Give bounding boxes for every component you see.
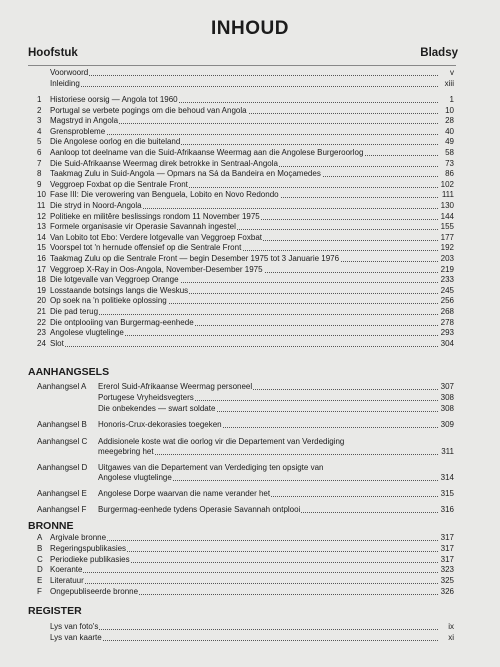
entry-title-text: Losstaande botsings langs die Weskus — [50, 286, 189, 295]
entry-title-text: meegebring het — [98, 447, 154, 456]
section-heading-bronne: BRONNE — [28, 520, 74, 532]
entry-number: B — [37, 543, 43, 553]
page-number: 308 — [440, 404, 454, 413]
entry-title-text: Portugese Vryheidsvegters — [98, 393, 194, 402]
page-number: 155 — [440, 222, 454, 231]
entry-title — [98, 420, 223, 430]
toc-row-chapter — [0, 275, 500, 285]
entry-title-text: Die Angolese oorlog en die buiteland — [50, 137, 181, 146]
toc-row-chapter — [0, 286, 500, 296]
entry-title — [50, 328, 125, 338]
page-number: v — [450, 68, 454, 77]
entry-title — [50, 544, 127, 554]
entry-title — [98, 382, 253, 392]
toc-row-front — [0, 68, 500, 78]
page-number: 177 — [440, 233, 454, 242]
page-number: 245 — [440, 286, 454, 295]
entry-number: 2 — [37, 106, 42, 115]
entry-title-text: Taakmag Zulu op die Sentrale Front — begin Desember 1975 tot 3 Januarie 1976 — [50, 254, 340, 263]
toc-row-source — [0, 576, 500, 586]
entry-title — [50, 633, 103, 643]
toc-row-source — [0, 565, 500, 575]
entry-title — [50, 148, 364, 158]
entry-title — [50, 587, 139, 597]
page-number: 326 — [440, 587, 454, 596]
toc-row-chapter — [0, 148, 500, 158]
entry-title-text: Lys van kaarte — [50, 633, 102, 642]
entry-title — [50, 286, 189, 296]
toc-row-appendix — [0, 473, 500, 483]
entry-number: 3 — [37, 116, 42, 125]
entry-title — [50, 190, 280, 200]
toc-row-appendix — [0, 382, 500, 392]
entry-number: Aanhangsel A — [37, 382, 87, 391]
entry-number: 23 — [37, 328, 46, 337]
page-number: 315 — [440, 489, 454, 498]
toc-row-chapter — [0, 106, 500, 116]
page-number: 203 — [440, 254, 454, 263]
entry-title-text: Angolese Dorpe waarvan die name verander het — [98, 489, 271, 498]
section-heading-register: REGISTER — [28, 605, 82, 617]
toc-row-chapter — [0, 212, 500, 222]
page-number: 316 — [440, 505, 454, 514]
entry-title-text: Die lotgevalle van Veggroep Orange — [50, 275, 179, 284]
toc-row-source — [0, 533, 500, 543]
leader-dots — [50, 75, 438, 76]
entry-title-text: Die pad terug — [50, 307, 99, 316]
entry-title — [50, 233, 263, 243]
entry-title — [50, 159, 279, 169]
page-number: 256 — [440, 296, 454, 305]
page-number: xiii — [444, 79, 454, 88]
entry-title-text: Ererol Suid-Afrikaanse Weermag personeel — [98, 382, 253, 391]
entry-title-text: Aanloop tot deelname van die Suid-Afrikaanse Weermag aan die Angolese Burgeroorlog — [50, 148, 364, 157]
toc-row-chapter — [0, 339, 500, 349]
leader-dots — [50, 346, 438, 347]
page-number: 293 — [440, 328, 454, 337]
entry-title — [98, 437, 345, 447]
entry-title — [50, 243, 242, 253]
header-rule — [28, 65, 456, 66]
page-number: 304 — [440, 339, 454, 348]
page-number: 40 — [445, 127, 454, 136]
entry-title — [50, 275, 180, 285]
entry-title — [50, 95, 179, 105]
toc-row-chapter — [0, 243, 500, 253]
toc-row-chapter — [0, 318, 500, 328]
toc-row-appendix — [0, 437, 500, 447]
toc-row-appendix — [0, 505, 500, 515]
toc-row-chapter — [0, 254, 500, 264]
entry-title — [50, 169, 322, 179]
entry-title-text: Angolese vlugtelinge — [50, 328, 124, 337]
entry-number: F — [37, 587, 42, 596]
entry-title-text: Uitgawes van die Departement van Verdediging ten opsigte van — [98, 463, 324, 472]
page-number: ix — [448, 622, 454, 631]
entry-number: 24 — [37, 339, 46, 348]
entry-title — [50, 116, 119, 126]
entry-title-text: Die onbekendes — swart soldate — [98, 404, 216, 413]
entry-title-text: Grensprobleme — [50, 127, 106, 136]
entry-number: 20 — [37, 296, 46, 305]
entry-number: D — [37, 565, 43, 575]
entry-title-text: Politieke en militêre beslissings rondom 11 November 1975 — [50, 212, 260, 221]
entry-title-text: Ongepubliseerde bronne — [50, 587, 139, 596]
toc-row-chapter — [0, 159, 500, 169]
page-number: 317 — [440, 554, 454, 564]
toc-row-chapter — [0, 190, 500, 200]
leader-dots — [50, 540, 438, 541]
entry-number: 7 — [37, 159, 42, 168]
toc-row-appendix — [0, 404, 500, 414]
entry-number: 16 — [37, 254, 46, 263]
toc-row-appendix — [0, 489, 500, 499]
entry-title-text: Die stryd in Noord-Angola — [50, 201, 142, 210]
page-number: 323 — [440, 565, 454, 575]
entry-title — [50, 307, 99, 317]
entry-title — [50, 79, 81, 89]
toc-row-chapter — [0, 169, 500, 179]
page-number: 86 — [445, 169, 454, 178]
page-number: 102 — [440, 180, 454, 189]
page-number: 308 — [440, 393, 454, 402]
toc-row-appendix — [0, 463, 500, 473]
leader-dots — [50, 640, 438, 641]
entry-title-text: Koerante — [50, 565, 83, 575]
leader-dots — [50, 629, 438, 630]
entry-title-text: Die ontplooiing van Burgermag-eenhede — [50, 318, 194, 327]
entry-number: C — [37, 554, 43, 564]
leader-dots — [50, 86, 438, 87]
page-number: 58 — [445, 148, 454, 157]
entry-title — [98, 393, 195, 403]
entry-title-text: Periodieke publikasies — [50, 554, 130, 564]
leader-dots — [50, 314, 438, 315]
entry-title-text: Burgermag-eenhede tydens Operasie Savannah ontplooi — [98, 505, 301, 514]
toc-row-chapter — [0, 95, 500, 105]
entry-number: 22 — [37, 318, 46, 327]
entry-title — [50, 576, 85, 586]
entry-title-text: Portugal se verbete pogings om die behoud van Angola — [50, 106, 247, 115]
entry-number: 15 — [37, 243, 46, 252]
toc-row-appendix — [0, 447, 500, 457]
toc-row-chapter — [0, 328, 500, 338]
entry-title — [50, 180, 189, 190]
page-number: 268 — [440, 307, 454, 316]
entry-number: Aanhangsel B — [37, 420, 87, 429]
leader-dots — [50, 572, 438, 573]
column-header-chapter: Hoofstuk — [28, 47, 78, 59]
toc-row-appendix — [0, 420, 500, 430]
toc-row-chapter — [0, 222, 500, 232]
entry-title-text: Voorspel tot 'n hernude offensief op die Sentrale Front — [50, 243, 242, 252]
page-number: 111 — [441, 190, 454, 199]
entry-number: 17 — [37, 265, 46, 274]
page-number: 192 — [440, 243, 454, 252]
page-number: 1 — [449, 95, 454, 104]
entry-number: Aanhangsel F — [37, 505, 87, 514]
toc-row-source — [0, 544, 500, 554]
entry-title — [50, 212, 261, 222]
entry-title — [50, 265, 264, 275]
entry-number: 19 — [37, 286, 46, 295]
entry-title — [50, 68, 89, 78]
toc-row-register — [0, 622, 500, 632]
page-number: 307 — [440, 382, 454, 391]
page-number: 325 — [440, 576, 454, 586]
entry-number: 4 — [37, 127, 42, 136]
entry-title — [98, 473, 173, 483]
entry-number: 8 — [37, 169, 42, 178]
toc-row-chapter — [0, 296, 500, 306]
entry-number: Aanhangsel D — [37, 463, 88, 472]
page-number: 317 — [440, 543, 454, 553]
entry-title — [98, 505, 301, 515]
entry-title-text: Formele organisasie vir Operasie Savannah ingestel — [50, 222, 236, 231]
leader-dots — [50, 583, 438, 584]
entry-title — [50, 137, 181, 147]
entry-title-text: Argivale bronne — [50, 533, 107, 542]
entry-number: 21 — [37, 307, 46, 316]
entry-title-text: Veggroep X-Ray in Oos-Angola, November-Desember 1975 — [50, 265, 263, 274]
entry-title — [50, 254, 340, 264]
entry-title-text: Die Suid-Afrikaanse Weermag direk betrokke in Sentraal-Angola — [50, 159, 278, 168]
entry-title-text: Magstryd in Angola — [50, 116, 119, 125]
toc-row-appendix — [0, 393, 500, 403]
toc-row-front — [0, 79, 500, 89]
entry-title-text: Fase III: Die verowering van Benguela, Lobito en Novo Redondo — [50, 190, 279, 199]
entry-title — [50, 533, 107, 543]
page-number: 233 — [440, 275, 454, 284]
entry-title — [50, 318, 195, 328]
entry-title — [50, 565, 83, 575]
entry-title — [50, 201, 143, 211]
page-number: 28 — [445, 116, 454, 125]
entry-title-text: Addisionele koste wat die oorlog vir die Departement van Verdediging — [98, 437, 345, 446]
toc-row-source — [0, 555, 500, 565]
entry-title-text: Angolese vlugtelinge — [98, 473, 172, 482]
entry-title — [98, 404, 216, 414]
page-number: 10 — [445, 106, 454, 115]
entry-title-text: Voorwoord — [50, 68, 89, 77]
toc-row-chapter — [0, 116, 500, 126]
column-header-page: Bladsy — [420, 47, 458, 59]
page-number: 311 — [441, 447, 454, 456]
entry-number: 13 — [37, 222, 46, 231]
toc-row-chapter — [0, 201, 500, 211]
toc-row-chapter — [0, 137, 500, 147]
entry-number: 14 — [37, 233, 46, 242]
toc-row-chapter — [0, 233, 500, 243]
page-number: xi — [448, 633, 454, 642]
entry-title-text: Literatuur — [50, 576, 84, 586]
entry-number: 12 — [37, 212, 46, 221]
entry-title-text: Taakmag Zulu in Suid-Angola — Opmars na Sá da Bandeira en Moçamedes — [50, 169, 321, 178]
entry-number: 1 — [37, 95, 42, 104]
entry-title — [50, 622, 99, 632]
entry-title — [50, 222, 237, 232]
toc-row-source — [0, 587, 500, 597]
entry-title — [98, 463, 324, 473]
toc-row-register — [0, 633, 500, 643]
entry-title — [50, 296, 168, 306]
entry-title — [50, 339, 65, 349]
entry-title-text: Inleiding — [50, 79, 80, 88]
section-heading-aanhangsels: AANHANGSELS — [28, 366, 110, 378]
entry-title — [50, 106, 248, 116]
entry-number: Aanhangsel E — [37, 489, 87, 498]
entry-number: 10 — [37, 190, 46, 199]
page-number: 219 — [440, 265, 454, 274]
leader-dots — [50, 134, 438, 135]
entry-title — [50, 555, 131, 565]
toc-row-chapter — [0, 127, 500, 137]
entry-title-text: Historiese oorsig — Angola tot 1960 — [50, 95, 178, 104]
page-number: 317 — [440, 533, 454, 542]
page-title: INHOUD — [211, 18, 289, 39]
toc-row-chapter — [0, 180, 500, 190]
entry-title-text: Van Lobito tot Ebo: Verdere lotgevalle van Veggroep Foxbat — [50, 233, 262, 242]
entry-title-text: Regeringspublikasies — [50, 543, 127, 553]
entry-title — [98, 489, 271, 499]
entry-title-text: Op soek na 'n politieke oplossing — [50, 296, 167, 305]
page-number: 278 — [440, 318, 454, 327]
entry-title-text: Slot — [50, 339, 64, 348]
entry-title — [98, 447, 155, 457]
entry-number: A — [37, 533, 43, 542]
entry-title-text: Lys van foto's — [50, 622, 99, 631]
page-number: 314 — [440, 473, 454, 482]
entry-title-text: Veggroep Foxbat op die Sentrale Front — [50, 180, 188, 189]
entry-number: E — [37, 576, 43, 586]
entry-number: 5 — [37, 137, 42, 146]
entry-number: Aanhangsel C — [37, 437, 88, 446]
page-number: 309 — [440, 420, 454, 429]
entry-number: 11 — [37, 201, 46, 210]
toc-row-chapter — [0, 265, 500, 275]
entry-title — [50, 127, 106, 137]
toc-row-chapter — [0, 307, 500, 317]
entry-number: 9 — [37, 180, 42, 189]
entry-number: 6 — [37, 148, 42, 157]
page-number: 73 — [445, 159, 454, 168]
page-number: 49 — [445, 137, 454, 146]
page-number: 130 — [440, 201, 454, 210]
page-number: 144 — [440, 212, 454, 221]
entry-title-text: Honoris-Crux-dekorasies toegeken — [98, 420, 222, 429]
entry-number: 18 — [37, 275, 46, 284]
